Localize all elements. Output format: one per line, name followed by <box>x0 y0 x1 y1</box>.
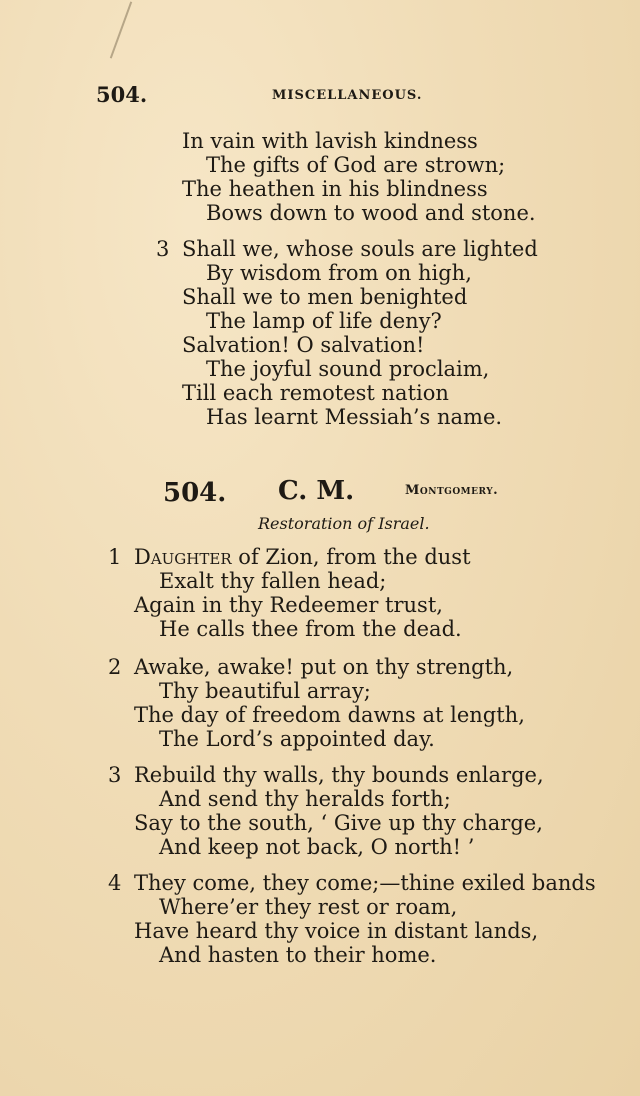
verse-line: Till each remotest nation <box>182 381 449 405</box>
verse-line: And keep not back, O north! ’ <box>159 835 475 859</box>
verse-line <box>134 545 471 569</box>
verse-line: Again in thy Redeemer trust, <box>134 593 443 617</box>
stanza-number: 4 <box>108 871 122 895</box>
hymn-number: 504. <box>163 478 227 508</box>
verse-line: In vain with lavish kindness <box>182 129 478 153</box>
verse-line: The lamp of life deny? <box>206 309 442 333</box>
verse-line: The joyful sound proclaim, <box>206 357 490 381</box>
running-title: MISCELLANEOUS. <box>272 88 423 103</box>
page-number: 504. <box>96 82 148 107</box>
verse-line: He calls thee from the dead. <box>159 617 462 641</box>
verse-line: Thy beautiful array; <box>159 679 371 703</box>
verse-line: Have heard thy voice in distant lands, <box>134 919 539 943</box>
verse-line: Shall we, whose souls are lighted <box>182 237 538 261</box>
verse-line-rest: of Zion, from the dust <box>231 545 471 569</box>
stanza-number: 1 <box>108 545 122 569</box>
stanza-number: 3 <box>108 763 122 787</box>
verse-line: And hasten to their home. <box>159 943 437 967</box>
verse-line: Salvation! O salvation! <box>182 333 425 357</box>
verse-line: Has learnt Messiah’s name. <box>206 405 503 429</box>
stanza-number: 3 <box>156 237 170 261</box>
verse-line: Where’er they rest or roam, <box>159 895 458 919</box>
margin-pen-mark <box>110 1 132 58</box>
verse-line: Bows down to wood and stone. <box>206 201 536 225</box>
verse-line: And send thy heralds forth; <box>159 787 451 811</box>
verse-line: Rebuild thy walls, thy bounds enlarge, <box>134 763 544 787</box>
verse-line: The heathen in his blindness <box>182 177 488 201</box>
verse-line: The gifts of God are strown; <box>206 153 506 177</box>
stanza-number: 2 <box>108 655 122 679</box>
verse-line: Exalt thy fallen head; <box>159 569 387 593</box>
verse-line: They come, they come;—thine exiled bands <box>134 871 596 895</box>
verse-line: The Lord’s appointed day. <box>159 727 435 751</box>
verse-line: Awake, awake! put on thy strength, <box>134 655 514 679</box>
verse-line: Say to the south, ‘ Give up thy charge, <box>134 811 543 835</box>
verse-line: Shall we to men benighted <box>182 285 468 309</box>
hymn-meter: C. M. <box>278 476 355 506</box>
hymn-author: Montgomery. <box>405 483 499 498</box>
verse-line: The day of freedom dawns at length, <box>134 703 525 727</box>
verse-line: By wisdom from on high, <box>206 261 472 285</box>
hymn-subtitle: Restoration of Israel. <box>258 514 430 533</box>
first-word: Daughter <box>134 545 232 569</box>
